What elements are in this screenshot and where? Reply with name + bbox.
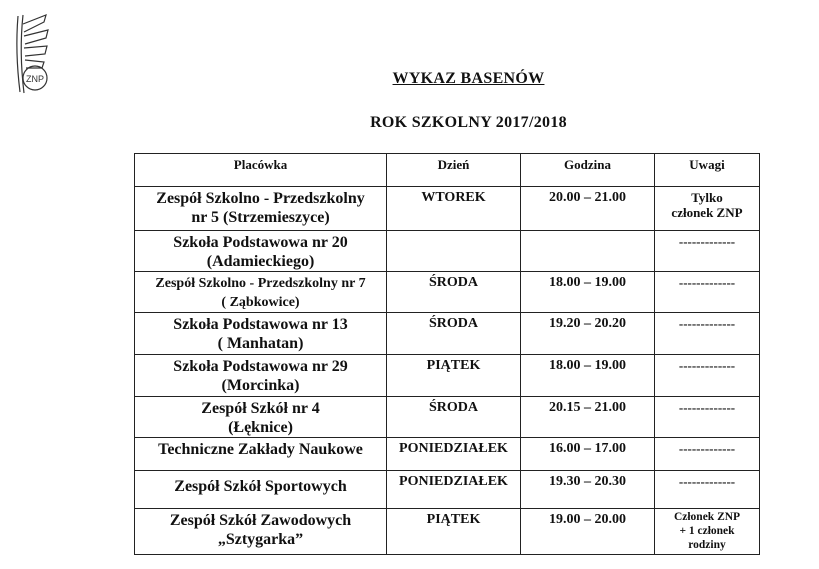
table-row	[135, 397, 760, 438]
pools-table	[134, 153, 760, 555]
table-row	[135, 231, 760, 272]
day-cell: ŚRODA	[387, 397, 521, 438]
day-cell	[387, 231, 521, 272]
table-row	[135, 438, 760, 471]
hour-cell	[521, 231, 655, 272]
note-cell: -------------	[655, 438, 760, 471]
table-header-row	[135, 154, 760, 187]
school-cell: Szkoła Podstawowa nr 29 (Morcinka)	[135, 355, 387, 397]
hour-cell: 19.00 – 20.00	[521, 509, 655, 555]
day-cell: WTOREK	[387, 187, 521, 231]
table-row	[135, 355, 760, 397]
note-cell: -------------	[655, 272, 760, 313]
note-cell: -------------	[655, 313, 760, 355]
table-row	[135, 187, 760, 231]
header-uwagi: Uwagi	[655, 154, 760, 187]
school-cell: Zespół Szkół Zawodowych „Sztygarka”	[135, 509, 387, 555]
table-row	[135, 272, 760, 313]
hour-cell: 16.00 – 17.00	[521, 438, 655, 471]
school-cell: Techniczne Zakłady Naukowe	[135, 438, 387, 471]
table-row	[135, 313, 760, 355]
table-row	[135, 471, 760, 509]
hour-cell: 20.15 – 21.00	[521, 397, 655, 438]
header-godzina: Godzina	[521, 154, 655, 187]
school-cell: Zespół Szkół nr 4 (Łęknice)	[135, 397, 387, 438]
hour-cell: 19.30 – 20.30	[521, 471, 655, 509]
note-cell: Tylko członek ZNP	[655, 187, 760, 231]
school-cell: Szkoła Podstawowa nr 20 (Adamieckiego)	[135, 231, 387, 272]
note-cell: -------------	[655, 231, 760, 272]
header-dzien: Dzień	[387, 154, 521, 187]
hour-cell: 20.00 – 21.00	[521, 187, 655, 231]
note-cell: -------------	[655, 355, 760, 397]
hour-cell: 19.20 – 20.20	[521, 313, 655, 355]
day-cell: PIĄTEK	[387, 509, 521, 555]
table-row	[135, 509, 760, 555]
page-title: WYKAZ BASENÓW	[392, 70, 545, 87]
hour-cell: 18.00 – 19.00	[521, 355, 655, 397]
header-placowka: Placówka	[135, 154, 387, 187]
znp-logo-text: ZNP	[26, 74, 44, 84]
school-cell: Zespół Szkół Sportowych	[135, 471, 387, 509]
note-cell: -------------	[655, 397, 760, 438]
school-cell: Szkoła Podstawowa nr 13 ( Manhatan)	[135, 313, 387, 355]
day-cell: PONIEDZIAŁEK	[387, 438, 521, 471]
note-cell: Członek ZNP + 1 członek rodziny	[655, 509, 760, 555]
day-cell: ŚRODA	[387, 272, 521, 313]
day-cell: PIĄTEK	[387, 355, 521, 397]
hour-cell: 18.00 – 19.00	[521, 272, 655, 313]
note-cell: -------------	[655, 471, 760, 509]
page-subtitle: ROK SZKOLNY 2017/2018	[370, 114, 567, 131]
day-cell: ŚRODA	[387, 313, 521, 355]
school-cell: Zespół Szkolno - Przedszkolny nr 5 (Strzemieszyce)	[135, 187, 387, 231]
school-cell: Zespół Szkolno - Przedszkolny nr 7 ( Ząbkowice)	[135, 272, 387, 313]
day-cell: PONIEDZIAŁEK	[387, 471, 521, 509]
